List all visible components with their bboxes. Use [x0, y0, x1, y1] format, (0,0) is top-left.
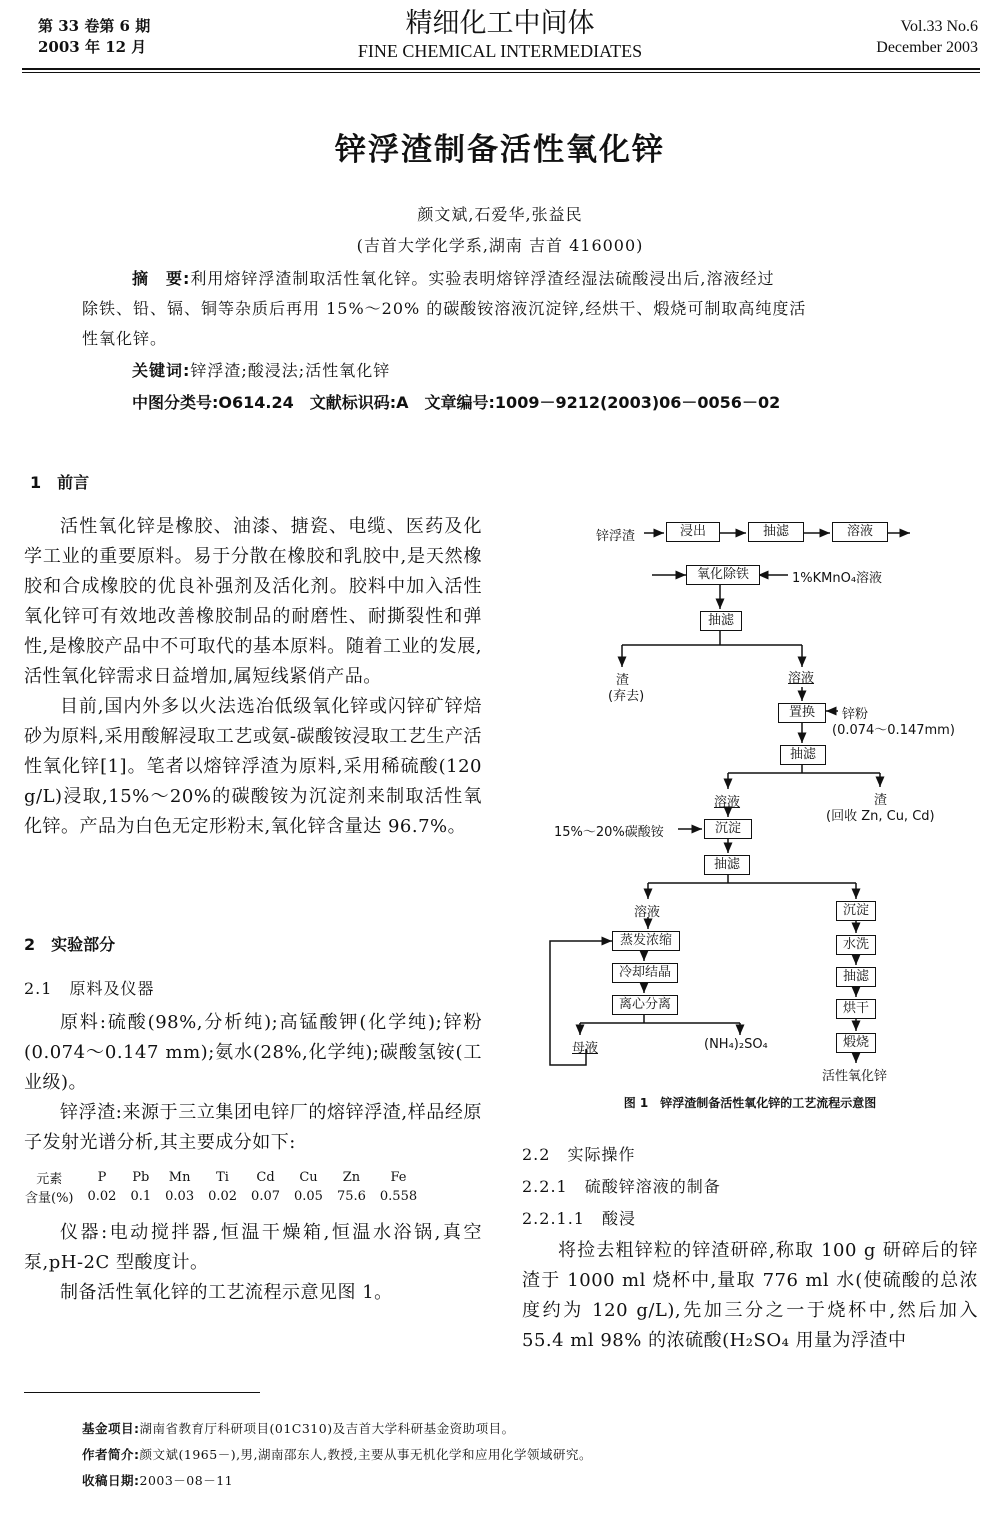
figure-caption: 图 1 锌浮渣制备活性氧化锌的工艺流程示意图: [623, 1096, 877, 1110]
table-cell: 0.07: [251, 1189, 280, 1204]
table-cell: 75.6: [336, 1189, 366, 1204]
flow-leach-box: 浸出: [666, 522, 720, 542]
journal-title-block: [300, 8, 700, 62]
section-2-1-body-b: [24, 1218, 482, 1308]
flow-filter-box-3: 抽滤: [780, 745, 826, 765]
authors: 颜文斌,石爱华,张益民: [417, 205, 583, 224]
flow-replace-box: 置换: [778, 703, 826, 723]
table-cell: 0.558: [379, 1189, 418, 1204]
flow-precipitate-box: 沉淀: [704, 819, 752, 839]
issue-volume: 第 33 卷第 6 期: [38, 17, 151, 35]
issue-date: 2003 年 12 月: [38, 38, 147, 56]
classification: 中图分类号:O614.24 文献标识码:A 文章编号:1009－9212(2003)06－0056－02: [132, 393, 781, 412]
section-1-body: [24, 512, 482, 842]
flow-reference-paragraph: 制备活性氧化锌的工艺流程示意见图 1。: [60, 1282, 393, 1303]
footnote-author-text: 颜文斌(1965－),男,湖南邵东人,教授,主要从事无机化学和应用化学领域研究。: [139, 1447, 592, 1462]
instruments-paragraph: 仪器:电动搅拌器,恒温干燥箱,恒温水浴锅,真空泵,pH-2C 型酸度计。: [24, 1222, 482, 1273]
flow-solution-box-1: 溶液: [832, 522, 888, 542]
abstract-text-1: 利用熔锌浮渣制取活性氧化锌。实验表明熔锌浮渣经湿法硫酸浸出后,溶液经过: [190, 269, 775, 288]
abstract-line2: 除铁、铅、镉、铜等杂质后再用 15%～20% 的碳酸铵溶液沉淀锌,经烘干、煅烧可制取高纯度活: [82, 299, 807, 318]
flow-wash-box: 水洗: [836, 935, 876, 955]
abstract-label: 摘 要:: [132, 269, 191, 288]
section-2-1-body-a: [24, 1008, 482, 1158]
section-2-2-1-1-body: [522, 1236, 978, 1356]
table-cell: 0.1: [130, 1189, 152, 1204]
footnote-received-label: 收稿日期:: [82, 1473, 140, 1488]
footnote-author-label: 作者简介:: [82, 1447, 140, 1462]
section-2-2-1-1-title: 2.2.1.1 酸浸: [522, 1209, 636, 1228]
table-cell: Mn: [168, 1170, 191, 1185]
flow-discard-label: (弃去): [608, 689, 645, 704]
flow-evaporate-box: 蒸发浓缩: [612, 931, 680, 951]
materials-paragraph: 原料:硫酸(98%,分析纯);高锰酸钾(化学纯);锌粉(0.074～0.147 mm);氨水(28%,化学纯);碳酸氢铵(工业级)。: [24, 1012, 482, 1093]
issue-info: [38, 16, 150, 58]
flow-product-label: 活性氧化锌: [822, 1069, 888, 1084]
section-2-title: 2 实验部分: [24, 935, 116, 954]
table-cell: Pb: [132, 1170, 150, 1185]
table-cell: 0.02: [87, 1189, 117, 1204]
composition-element-row: [18, 1168, 424, 1187]
affiliation: (吉首大学化学系,湖南 吉首 416000): [356, 236, 644, 255]
flow-cool-box: 冷却结晶: [612, 963, 678, 983]
footnote-fund-text: 湖南省教育厅科研项目(01C310)及吉首大学科研基金资助项目。: [139, 1421, 515, 1436]
section-2-2-1-title: 2.2.1 硫酸锌溶液的制备: [522, 1177, 721, 1196]
section-2-2-title: 2.2 实际操作: [522, 1145, 636, 1164]
composition-content-row: [18, 1187, 424, 1206]
header-rule: [22, 68, 980, 70]
keywords-label: 关键词:: [132, 361, 191, 380]
flow-dry-box: 烘干: [836, 999, 876, 1019]
section-1-paragraph-2: 目前,国内外多以火法选冶低级氧化锌或闪锌矿锌焙砂为原料,采用酸解浸取工艺或氨-碳酸铵浸取工艺生产活性氧化锌[1]。笔者以熔锌浮渣为原料,采用稀硫酸(120 g/L)浸取,15%～20%的碳酸铵为沉淀剂来制取活性氧化锌。产品为白色无定形粉末,氧化锌含量达 96.7%。: [24, 696, 482, 837]
section-2-1-title: 2.1 原料及仪器: [24, 979, 155, 998]
abstract-line1: [132, 264, 932, 294]
footnote-fund: [82, 1416, 515, 1442]
table-cell: 0.05: [294, 1189, 323, 1204]
flow-calcine-box: 煅烧: [836, 1033, 876, 1053]
table-cell: Fe: [390, 1170, 407, 1185]
table-cell: Ti: [216, 1170, 229, 1185]
table-cell: Cu: [299, 1170, 318, 1185]
flow-ammonium-sulfate-label: (NH₄)₂SO₄: [704, 1037, 768, 1052]
flow-residue-label: 渣: [616, 673, 630, 688]
zinc-dross-paragraph: 锌浮渣:来源于三立集团电锌厂的熔锌浮渣,样品经原子发射光谱分析,其主要成分如下:: [24, 1102, 482, 1153]
composition-table: [18, 1168, 424, 1206]
footnote-rule: [24, 1392, 260, 1393]
flow-start-label: 锌浮渣: [596, 529, 636, 544]
table-cell: P: [97, 1170, 107, 1185]
flow-solution-label-3: 溶液: [634, 905, 661, 920]
flow-zinc-powder-label: 锌粉: [842, 707, 869, 722]
flow-solution-label-1: 溶液: [788, 671, 815, 686]
process-flowchart: [540, 515, 980, 1090]
table-cell: Cd: [256, 1170, 275, 1185]
section-1-title: 1 前言: [30, 473, 90, 492]
flow-solution-label-2: 溶液: [714, 795, 741, 810]
flow-filter-box-2: 抽滤: [700, 611, 742, 631]
issue-info-en: [876, 16, 978, 58]
footnote-author: [82, 1442, 592, 1468]
flow-filter-box-5: 抽滤: [836, 967, 876, 987]
flow-zinc-size-label: (0.074～0.147mm): [832, 723, 955, 738]
footnote-received-date: 2003－08－11: [139, 1473, 234, 1488]
acid-leach-paragraph: 将捡去粗锌粒的锌渣研碎,称取 100 g 研碎后的锌渣于 1000 ml 烧杯中,量取 776 ml 水(使硫酸的总浓度约为 120 g/L),先加三分之一于烧杯中,然后加入 55.4 ml 98% 的浓硫酸(H₂SO₄ 用量为浮渣中: [522, 1240, 978, 1351]
flow-mother-liquor-label: 母液: [572, 1041, 599, 1056]
flowchart-arrows: [540, 515, 980, 1090]
section-1-paragraph-1: 活性氧化锌是橡胶、油漆、搪瓷、电缆、医药及化学工业的重要原料。易于分散在橡胶和乳胶中,是天然橡胶和合成橡胶的优良补强剂及活化剂。胶料中加入活性氧化锌可有效地改善橡胶制品的耐磨性、耐撕裂性和弹性,是橡胶产品中不可取代的基本原料。随着工业的发展,活性氧化锌需求日益增加,属短线紧俏产品。: [24, 516, 482, 687]
issue-date-en: December 2003: [876, 39, 978, 56]
flow-oxidize-box: 氧化除铁: [686, 565, 760, 585]
issue-volume-en: Vol.33 No.6: [900, 18, 978, 35]
table-cell: 含量(%): [25, 1191, 74, 1206]
flow-kmno4-label: 1%KMnO₄溶液: [792, 571, 883, 586]
journal-title-en: FINE CHEMICAL INTERMEDIATES: [357, 41, 643, 61]
keywords-line: [132, 356, 390, 386]
paper-title: 锌浮渣制备活性氧化锌: [335, 132, 665, 168]
flow-residue-label-2: 渣: [874, 793, 888, 808]
flow-filter-box-1: 抽滤: [748, 522, 804, 542]
table-cell: 0.02: [208, 1189, 238, 1204]
keywords: 锌浮渣;酸浸法;活性氧化锌: [190, 361, 391, 380]
table-cell: 元素: [36, 1172, 63, 1187]
header-rule-thin: [22, 72, 980, 73]
flow-carbonate-label: 15%～20%碳酸铵: [554, 825, 664, 840]
footnote-fund-label: 基金项目:: [82, 1421, 140, 1436]
table-cell: Zn: [342, 1170, 361, 1185]
journal-title-cn: 精细化工中间体: [405, 8, 595, 39]
footnote-received: [82, 1468, 233, 1494]
flow-precipitate-box-2: 沉淀: [836, 901, 876, 921]
flow-recover-label: (回收 Zn, Cu, Cd): [826, 809, 935, 824]
table-cell: 0.03: [165, 1189, 195, 1204]
abstract-line3: 性氧化锌。: [82, 329, 168, 348]
flow-centrifuge-box: 离心分离: [612, 995, 678, 1015]
flow-filter-box-4: 抽滤: [704, 855, 750, 875]
